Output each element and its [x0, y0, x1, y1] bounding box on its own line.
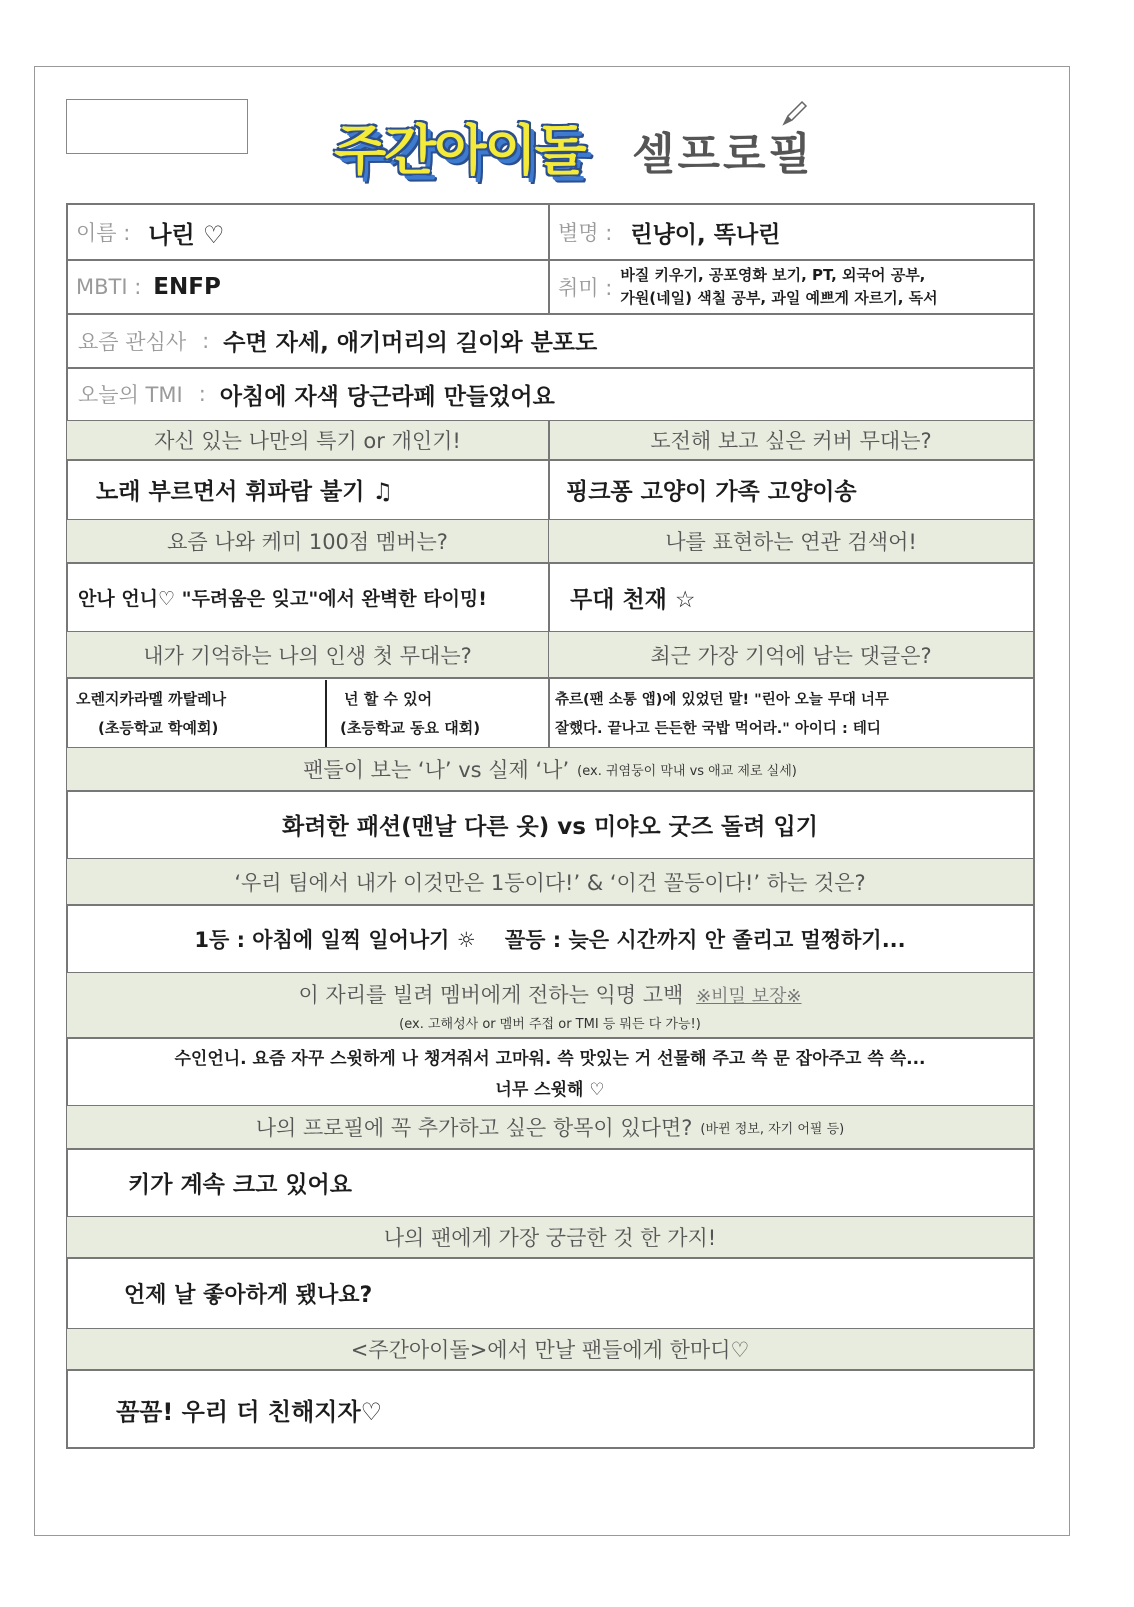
name-label: 이름 : — [76, 221, 131, 245]
answer-confession-2: 너무 스윗해 ♡ — [495, 1079, 605, 1100]
hobby-label: 취미 : — [558, 275, 613, 300]
interest-row — [78, 314, 1028, 367]
name-value: 나린 ♡ — [148, 220, 225, 249]
tmi-row — [78, 368, 1028, 420]
question-talent: 자신 있는 나만의 특기 or 개인기! — [67, 421, 548, 459]
question-comment: 최근 가장 기억에 남는 댓글은? — [549, 632, 1033, 677]
nickname-value: 린냥이, 똑나린 — [630, 221, 781, 248]
interest-value: 수면 자세, 애기머리의 길이와 분포도 — [223, 330, 598, 356]
answer-message — [116, 1370, 1016, 1448]
answer-cover-text: 핑크퐁 고양이 가족 고양이송 — [566, 479, 857, 505]
logo-subtitle: 셀프로필 — [632, 129, 815, 180]
question-confession — [67, 973, 1033, 1037]
logo-title: 주간아이돌 — [334, 119, 585, 182]
tmi-colon: : — [198, 382, 206, 406]
question-fan-vs-real-text: 팬들이 보는 ‘나’ vs 실제 ‘나’ — [303, 758, 570, 782]
name-row — [76, 205, 546, 259]
name-box — [66, 99, 248, 154]
question-fan-vs-real-example: (ex. 귀염둥이 막내 vs 애교 제로 실세) — [577, 763, 797, 779]
pencil-icon — [780, 98, 810, 128]
answer-talent-text: 노래 부르면서 휘파람 불기 ♫ — [96, 479, 394, 505]
answer-best-worst-text: 1등 : 아침에 일찍 일어나기 ☼ 꼴등 : 늦은 시간까지 안 졸리고 멀쩡하기... — [194, 927, 906, 952]
question-fan-vs-real — [67, 748, 1033, 790]
answer-comment-2: 잘했다. 끝나고 든든한 국밥 먹어라." 아이디 : 테디 — [555, 721, 881, 737]
show-logo — [334, 108, 624, 188]
answer-first-stage-right-1: 넌 할 수 있어 — [344, 690, 433, 708]
answer-best-worst — [67, 905, 1033, 972]
answer-message-text: 꼼꼼! 우리 더 친해지자♡ — [116, 1397, 383, 1426]
question-confession-secret: ※비밀 보장※ — [696, 985, 802, 1007]
interest-colon: : — [202, 328, 210, 353]
question-add-item-text: 나의 프로필에 꼭 추가하고 싶은 항목이 있다면? — [255, 1116, 693, 1140]
answer-search — [570, 563, 1026, 631]
answer-chemi-text: 안나 언니♡ "두려움은 잊고"에서 완벽한 타이밍! — [78, 587, 487, 610]
answer-comment-1: 츄르(팬 소통 앱)에 있었던 말! "린아 오늘 무대 너무 — [555, 692, 889, 708]
answer-first-stage-left-1: 오렌지카라멜 까탈레나 — [76, 690, 227, 708]
answer-talent — [96, 460, 546, 519]
question-add-item — [67, 1106, 1033, 1148]
nickname-row — [558, 205, 1028, 259]
answer-ask-fans — [124, 1258, 1024, 1328]
question-first-stage: 내가 기억하는 나의 인생 첫 무대는? — [67, 632, 548, 677]
answer-first-stage-right-2: (초등학교 동요 대회) — [340, 719, 481, 737]
tmi-label: 오늘의 TMI — [78, 383, 183, 407]
answer-cover — [566, 460, 1026, 519]
question-chemi: 요즘 나와 케미 100점 멤버는? — [67, 520, 548, 562]
answer-fan-vs-real-text: 화려한 패션(맨날 다른 옷) vs 미야오 굿즈 돌려 입기 — [282, 814, 818, 840]
answer-first-stage-left — [76, 679, 322, 747]
mbti-label: MBTI : — [76, 274, 142, 299]
answer-chemi — [78, 563, 546, 631]
mbti-row — [76, 260, 546, 313]
question-confession-example: (ex. 고해성사 or 멤버 주접 or TMI 등 뭐든 다 가능!) — [399, 1016, 701, 1032]
question-cover: 도전해 보고 싶은 커버 무대는? — [549, 421, 1033, 459]
question-add-item-example: (바뀐 정보, 자기 어필 등) — [700, 1121, 845, 1137]
nickname-label: 별명 : — [558, 221, 613, 245]
interest-label: 요즘 관심사 — [78, 329, 187, 354]
question-ask-fans: 나의 팬에게 가장 궁금한 것 한 가지! — [67, 1217, 1033, 1257]
answer-add-item — [128, 1149, 1028, 1216]
hobby-row — [558, 260, 1032, 313]
answer-ask-fans-text: 언제 날 좋아하게 됐나요? — [124, 1282, 373, 1308]
question-best-worst: ‘우리 팀에서 내가 이것만은 1등이다!’ & ‘이건 꼴등이다!’ 하는 것은? — [67, 859, 1033, 904]
answer-first-stage-left-2: (초등학교 학예회) — [98, 719, 219, 737]
answer-search-text: 무대 천재 ☆ — [570, 586, 696, 613]
hobby-line-2: 가원(네일) 색칠 공부, 과일 예쁘게 자르기, 독서 — [620, 288, 938, 307]
answer-add-item-text: 키가 계속 크고 있어요 — [128, 1172, 352, 1198]
answer-confession — [67, 1038, 1033, 1105]
answer-fan-vs-real — [67, 791, 1033, 858]
answer-comment — [555, 679, 1031, 747]
question-message: <주간아이돌>에서 만날 팬들에게 한마디♡ — [67, 1329, 1033, 1369]
answer-first-stage-right — [340, 679, 546, 747]
tmi-value: 아침에 자색 당근라페 만들었어요 — [219, 383, 555, 410]
question-confession-text: 이 자리를 빌려 멤버에게 전하는 익명 고백 — [298, 982, 684, 1007]
question-search: 나를 표현하는 연관 검색어! — [549, 520, 1033, 562]
hobby-line-1: 바질 키우기, 공포영화 보기, PT, 외국어 공부, — [620, 265, 926, 284]
answer-confession-1: 수인언니. 요즘 자꾸 스윗하게 나 챙겨줘서 고마워. 쓱 맛있는 거 선물해 주고 쓱 문 잡아주고 쓱 쓱... — [174, 1048, 926, 1069]
mbti-value: ENFP — [153, 273, 221, 300]
